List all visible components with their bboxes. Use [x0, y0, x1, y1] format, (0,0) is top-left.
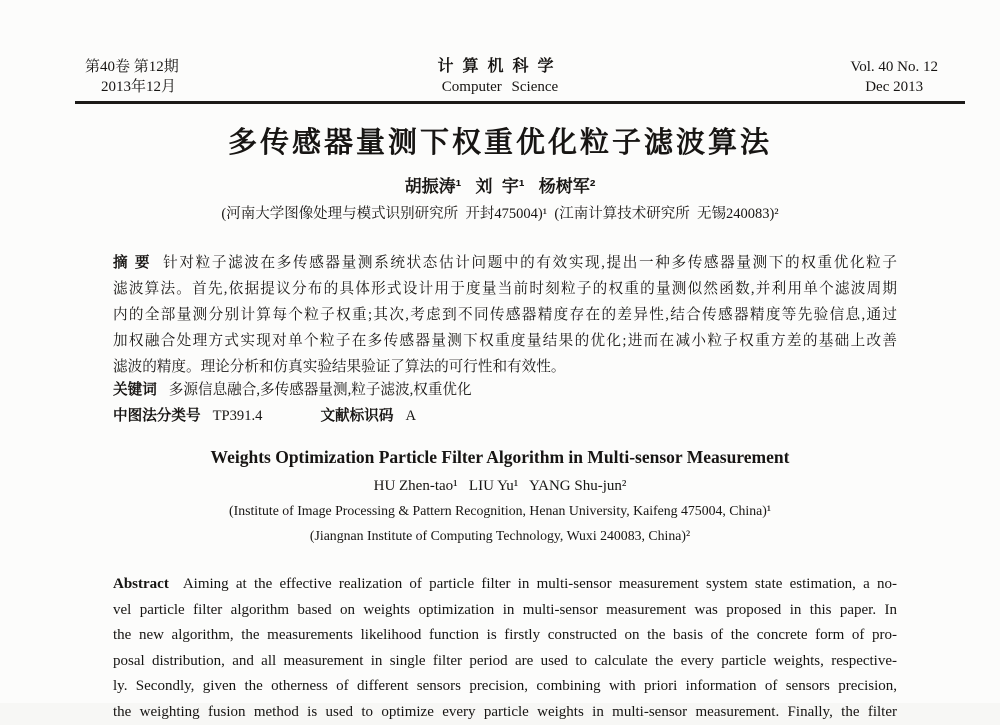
affiliation-en-2: (Jiangnan Institute of Computing Technology, Wuxi 240083, China)²	[0, 528, 1000, 544]
paper-title-en: Weights Optimization Particle Filter Algorithm in Multi-sensor Measurement	[0, 447, 1000, 468]
affiliation-en-1: (Institute of Image Processing & Pattern Recognition, Henan University, Kaifeng 475004, China)¹	[0, 503, 1000, 519]
abstract-en-text: Aiming at the effective realization of particle filter in multi-sensor measurement system state estimation, a no-	[183, 576, 897, 592]
abstract-cn-line: 滤波算法。首先,依据提议分布的具体形式设计用于度量当前时刻粒子的权重的量测似然函数,并利用单个滤波周期	[113, 276, 897, 302]
abstract-en-line: vel particle filter algorithm based on weights optimization in multi-sensor measurement was proposed in this paper. In	[113, 598, 897, 624]
paper-title-cn: 多传感器量测下权重优化粒子滤波算法	[0, 120, 1000, 161]
abstract-en-label: Abstract	[113, 576, 169, 592]
abstract-cn-line	[113, 250, 897, 276]
doc-code-value: A	[405, 408, 416, 424]
header-divider-rule	[75, 101, 965, 104]
abstract-en-line: the new algorithm, the measurements likelihood function is firstly constructed on the basis of the concrete form of pro-	[113, 623, 897, 649]
doc-code-label: 文献标识码	[320, 408, 393, 424]
abstract-en	[113, 572, 897, 725]
journal-name-en: Computer Science	[0, 77, 1000, 97]
authors-en: HU Zhen-tao¹ LIU Yu¹ YANG Shu-jun²	[0, 478, 1000, 495]
abstract-cn-line: 滤波的精度。理论分析和仿真实验结果验证了算法的可行性和有效性。	[113, 354, 897, 380]
keywords-text: 多源信息融合,多传感器量测,粒子滤波,权重优化	[169, 382, 472, 398]
clc-label: 中图法分类号	[113, 408, 201, 424]
abstract-cn	[113, 250, 897, 380]
journal-header-right	[850, 57, 938, 97]
keywords-label: 关键词	[113, 382, 157, 398]
journal-name-cn: 计算机科学	[0, 57, 1000, 77]
abstract-en-line: posal distribution, and all measurement in single filter period are used to calculate the every particle weights, respective-	[113, 649, 897, 675]
abstract-en-line: ly. Secondly, given the otherness of different sensors precision, combining with priori information of sensors precision,	[113, 674, 897, 700]
clc-value: TP391.4	[213, 408, 263, 424]
abstract-en-line	[113, 572, 897, 598]
abstract-cn-label: 摘 要	[113, 255, 151, 271]
keywords-cn	[113, 378, 897, 399]
journal-date-cn: 2013年12月	[85, 77, 179, 97]
abstract-cn-line: 加权融合处理方式实现对单个粒子在多传感器量测下权重度量结果的优化;进而在减小粒子权重方差的基础上改善	[113, 328, 897, 354]
clc-line	[113, 404, 897, 425]
journal-volume-issue-cn: 第40卷 第12期	[85, 57, 179, 77]
affiliation-cn: (河南大学图像处理与模式识别研究所 开封475004)¹ (江南计算技术研究所 无锡240083)²	[0, 202, 1000, 223]
abstract-cn-text: 针对粒子滤波在多传感器量测系统状态估计问题中的有效实现,提出一种多传感器量测下的权重优化粒子	[163, 255, 897, 271]
abstract-cn-line: 内的全部量测分别计算每个粒子权重;其次,考虑到不同传感器精度存在的差异性,结合传感器精度等先验信息,通过	[113, 302, 897, 328]
abstract-en-line: the weighting fusion method is used to optimize every particle weights in multi-sensor measurement. Finally, the filter	[113, 700, 897, 725]
journal-volume-issue-en: Vol. 40 No. 12	[850, 57, 938, 77]
journal-date-en: Dec 2013	[850, 77, 938, 97]
authors-cn: 胡振涛¹ 刘 宇¹ 杨树军²	[0, 172, 1000, 197]
